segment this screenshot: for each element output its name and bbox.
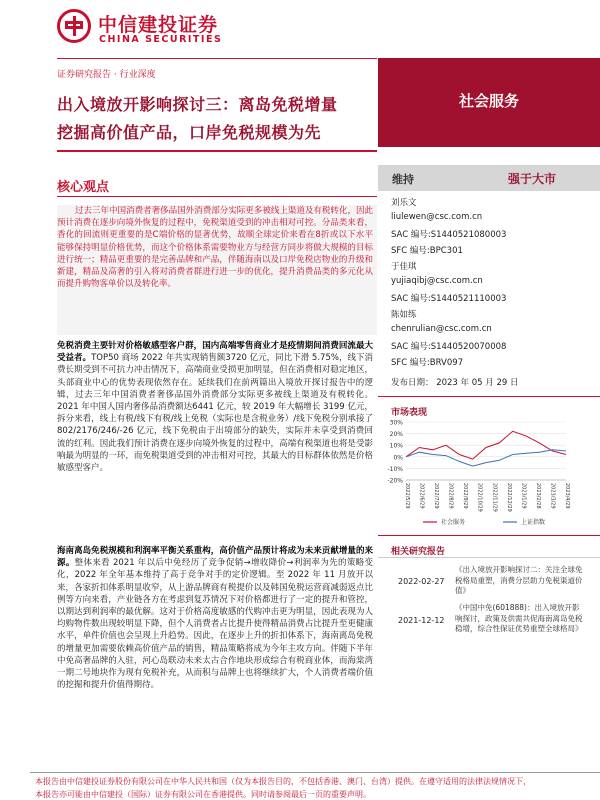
y-tick-label: 20% [389,431,403,439]
x-tick-label: 2022/5/29 [404,483,410,509]
x-tick-label: 2022/11/29 [491,483,498,512]
market-chart [378,418,600,530]
x-tick-label: 2022/12/29 [505,483,512,512]
related-title: 相关研究报告 [391,547,446,557]
logo-cn: 中信建投证券 [98,14,219,36]
analyst-sfc: SFC 编号:BRV097 [391,358,464,368]
y-tick-label: 30% [389,419,403,427]
x-tick-label: 2023/4/29 [564,483,570,509]
analyst-email[interactable]: liulewen@csc.com.cn [391,212,483,222]
divider [378,557,600,558]
series-line-index [406,450,566,466]
paragraph-lead: 免税消费主要针对价格敏感型客户群，国内高端零售商业才是疫情期间消费回流最大受益者。 [57,341,373,364]
related-date: 2022-02-27 [398,577,445,586]
x-tick-label: 2022/7/29 [433,483,440,509]
related-report[interactable]: 《中国中免(601888)：出入境放开影响探讨，政策及供需共促海南离岛免税稳增，综合性保证优势重塑全球格局》 [455,603,583,633]
rating: 强于大市 [508,172,557,186]
paragraph-hainan [57,545,373,691]
analyst-sac: SAC 编号:S1440521110003 [391,294,507,304]
x-tick-label: 2023/1/29 [520,483,527,509]
logo-en: CHINA SECURITIES [99,34,223,45]
rating-keep: 维持 [392,173,414,186]
publish-date: 发布日期： 2023 年 05 月 29 日 [391,378,519,388]
paragraph-lead: 海南离岛免税规模和利润率平衡关系重构，高价值产品预计将成为未来贡献增量的来源。 [57,546,373,569]
x-tick-label: 2022/10/29 [476,483,483,512]
x-tick-label: 2023/2/28 [534,483,541,509]
analyst-email[interactable]: yujiaqibj@csc.com.cn [391,276,483,286]
y-tick-label: 0% [393,454,403,462]
market-title: 市场表现 [391,408,428,418]
analyst-sfc: SFC 编号:BPC301 [391,246,463,256]
analyst-name: 刘乐文 [391,198,417,208]
analyst-sac: SAC 编号:S1440520070008 [391,342,507,352]
divider [57,196,377,197]
x-tick-label: 2023/3/29 [549,483,556,509]
y-tick-label: -10% [387,465,403,473]
legend-label: 上证指数 [521,519,546,526]
legend-label: 社会服务 [441,519,466,526]
y-tick-label: 10% [389,442,403,450]
disclaimer: 本报告亦可能由中信建投（国际）证券有限公司在香港提供。同时请参阅最后一页的重要声明。 [35,790,371,799]
paragraph-body: 整体来看 2021 年以后中免经历了竞争促销→增收降价→利润率为先的策略变化，2022 年全年基本维持了高于竞争对手的定价逻辑。至 2022 年 11 月放开以来，各家折扣体系明显收窄，从上游品牌商有税提价以及韩国免税运营商减弱返点比例等方向来看，产业链各方在考虑到复苏情况下对价格都进行了一定的提升和管控，以期达到利润率的最优解。这对于价格高度敏感的代购冲击更为明显，因此表现为人均购物件数出现较明显下降，但个人消费者占比提升使得精品消费占比提升至更健康水平，单件价值也会呈现上升趋势。因此，在逐步上升的折扣体系下，海南离岛免税的增量更加需要依赖高价值产品的销售，精品策略将成为今年主攻方向。伴随下半年中免高奢品牌的入驻，河心岛联动未来太古合作地块形成综合有税商业体，而海棠湾一期二号地块作为现有免税补充，从而积与品牌上也将继续扩大，个人消费者端价值的挖掘和提升价值得期待。 [57,558,373,691]
summary-text: 过去三年中国消费者奢侈品国外消费部分实际更多被线上渠道及有税转化，因此预计消费在逐步向境外恢复的过程中，免税渠道受到的冲击相对可控。分品类来看，香化的回流则更重要的是C端价格的显著优势，故顺全球定价来看在8折或以下水平能够保持明显价格优势，而这个价格体系需要物业方与经营方同步将做大规模的目标进行统一；精品更重要的是完善品牌和产品，伴随海南以及口岸免税店物业的升级和新建，精品及高奢的引入将对消费者群进行进一步的优化，提升消费品类的多元化从而提升购物客单价以及转化率。 [57,206,373,290]
title-line-2: 挖掘高价值产品，口岸免税规模为先 [57,123,322,142]
y-tick-label: -20% [387,477,403,485]
analyst-name: 陈如练 [391,310,417,320]
x-tick-label: 2022/6/29 [418,483,425,509]
sector-label: 社会服务 [458,92,519,110]
disclaimer: 本报告由中信建投证券股份有限公司在中华人民共和国（仅为本报告目的，不包括香港、澳门、台湾）提供。在遵守适用的法律法规情况下， [35,777,531,786]
title-line-1: 出入境放开影响探讨三：离岛免税增量 [57,95,338,114]
divider [30,772,600,773]
x-tick-label: 2022/9/29 [462,483,469,509]
divider [378,535,600,536]
divider [57,150,377,152]
analyst-email[interactable]: chenrulian@csc.com.cn [391,324,492,334]
core-heading: 核心观点 [57,180,110,195]
logo-icon [57,9,91,43]
divider [57,58,377,59]
analyst-sac: SAC 编号:S1440521080003 [391,230,507,240]
paragraph-body: TOP50 商场 2022 年共实现销售额3720 亿元，同比下滑 5.75%，线下消费长期受到不可抗力冲击情况下，高端商业受损更加明显，但在消费相对稳定地区，头部商业中心的优势表现依然存在。延续我们在前两篇出入境放开探讨报告中的逻辑，过去三年中国消费者奢侈品国外消费部分实际更多被线上渠道及有税转化。2021 年中国人国内奢侈品消费额达6441 亿元，较 2019 年大幅增长 3199 亿元，拆分来看，线上有税/线下有税/线上免税（实际也是含税业务）/线下免税分别承接了 802/2176/246/-26 亿元，线下免税由于出境部分的缺失，实际并未享受到消费回流的红利。因此我们预计消费在逐步向境外恢复的过程中，高端有税渠道也将是受影响最为明显的一环，而免税渠道受到的冲击相对可控，其最大的目标群体依然是价格敏感型客户。 [57,353,373,474]
report-type: 证券研究报告 · 行业深度 [57,70,156,80]
divider [378,396,600,397]
related-report[interactable]: 《出入境放开影响探讨二：关注全球免税格局重塑，消费分层助力免税渠道价值》 [455,565,583,595]
paragraph-consumption [57,340,373,474]
x-tick-label: 2022/8/29 [447,483,454,509]
related-date: 2021-12-12 [398,616,445,625]
analyst-name: 于佳琪 [391,262,417,272]
